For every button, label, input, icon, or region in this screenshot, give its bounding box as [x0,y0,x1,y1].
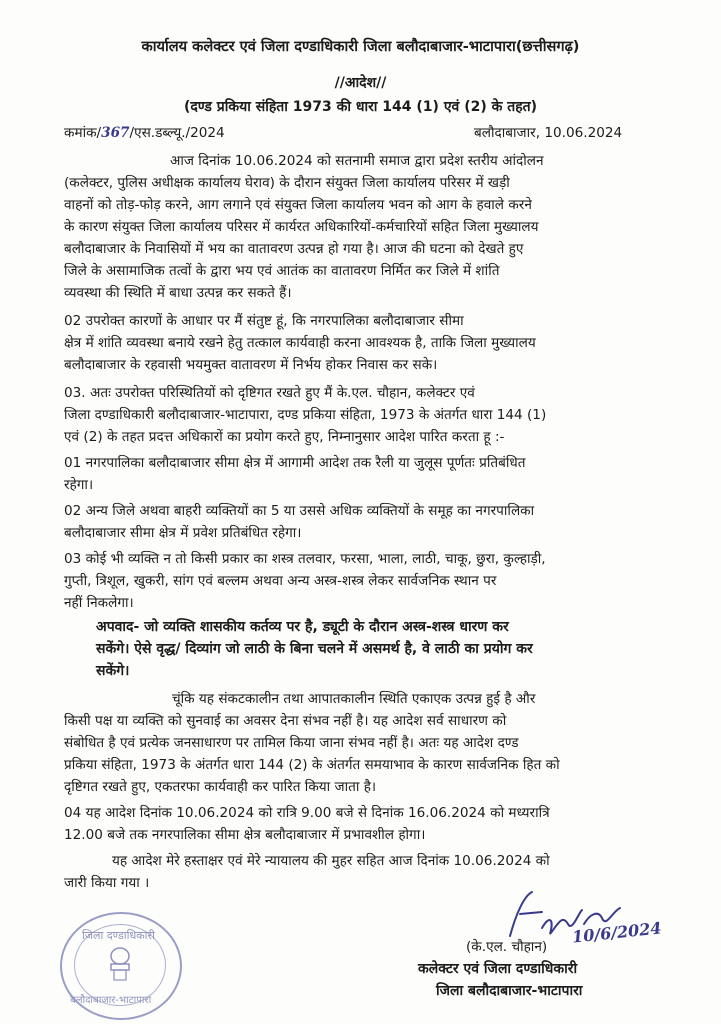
order-number-handwritten: 367 [101,125,130,141]
place-date: बलौदाबाजार, 10.06.2024 [474,125,623,141]
office-seal [60,912,182,1020]
para3-line: एवं (2) के तहत प्रदत्त अधिकारों का प्रयोग करते हुए, निम्नानुसार आदेश पारित करता हू :- [64,429,505,445]
para5-line: 04 यह आदेश दिनांक 10.06.2024 को रात्रि 9.00 बजे से दिनांक 16.06.2024 को मध्यरात्रि [64,805,550,821]
signatory-name: (के.एल. चौहान) [466,939,548,955]
para1-line: आज दिनांक 10.06.2024 को सतनामी समाज द्वारा प्रदेश स्तरीय आंदोलन [170,153,544,169]
para3-line: 03. अतः उपरोक्त परिस्थितियों को दृष्टिगत रखते हुए मैं के.एल. चौहान, कलेक्टर एवं [64,385,475,401]
order-item-2: बलौदाबाजार सीमा क्षेत्र में प्रवेश प्रतिबंधित रहेगा। [64,525,302,541]
order-number [64,124,225,142]
seal-top-text: जिला दण्डाधिकारी [82,929,155,942]
seal-bottom-text: बलौदाबाजार-भाटापारा [70,995,152,1006]
office-title: कार्यालय कलेक्टर एवं जिला दण्डाधिकारी जिला बलौदाबाजार-भाटापारा(छत्तीसगढ़) [141,38,580,55]
order-item-3: 03 कोई भी व्यक्ति न तो किसी प्रकार का शस्त्र तलवार, फरसा, भाला, लाठी, चाकू, छुरा, कुल्हाड़ी, [64,551,546,567]
para5-line: 12.00 बजे तक नगरपालिका सीमा क्षेत्र बलौदाबाजार में प्रभावशील होगा। [64,827,426,843]
signatory-district: जिला बलौदाबाजार-भाटापारा [436,983,583,999]
national-emblem-icon [105,944,135,984]
order-item-3: नहीं निकलेगा। [64,595,134,611]
order-item-1: 01 नगरपालिका बलौदाबाजार सीमा क्षेत्र में आगामी आदेश तक रैली या जुलूस पूर्णतः प्रतिबंधित [64,455,526,471]
order-item-1: रहेगा। [64,477,94,493]
para1-line: वाहनों को तोड़-फोड़ करने, आग लगाने एवं संयुक्त जिला कार्यालय भवन को आग के हवाले करने [64,197,532,213]
order-item-3: गुप्ती, त्रिशूल, खुकरी, सांग एवं बल्लम अथवा अन्य अस्त्र-शस्त्र लेकर सार्वजनिक स्थान पर [64,573,497,589]
para1-line: के कारण संयुक्त जिला कार्यालय परिसर में कार्यरत अधिकारियों-कर्मचारियों सहित जिला मुख्यालय [64,219,539,235]
para4-line: दृष्टिगत रखते हुए, एकतरफा कार्यवाही कर पारित किया जाता है। [64,779,377,795]
para6-line: जारी किया गया । [64,875,150,891]
order-title: //आदेश// [334,75,387,91]
para2-line: 02 उपरोक्त कारणों के आधार पर मैं संतुष्ट हूं, कि नगरपालिका बलौदाबाजार सीमा [64,313,464,329]
signature-date: 10/6/2024 [571,918,663,947]
order-subtitle: (दण्ड प्रकिया संहिता 1973 की धारा 144 (1) एवं (2) के तहत) [183,99,538,115]
order-number-prefix: कमांक/ [64,125,102,141]
para4-line: प्रकिया संहिता, 1973 के अंतर्गत धारा 144 (2) के अंतर्गत समयाभाव के कारण सार्वजनिक हित को [64,757,560,773]
signatory-designation: कलेक्टर एवं जिला दण्डाधिकारी [418,961,578,977]
para6-line: यह आदेश मेरे हस्ताक्षर एवं मेरे न्यायालय की मुहर सहित आज दिनांक 10.06.2024 को [112,853,550,869]
exception-line: सकेंगे। [96,663,130,679]
para2-line: बलौदाबाजार के रहवासी भयमुक्त वातावरण में निर्भय होकर निवास कर सके। [64,357,438,373]
para1-line: व्यवस्था की स्थिति में बाधा उत्पन्न कर सकते हैं। [64,285,292,301]
order-number-suffix: /एस.डब्ल्यू./2024 [129,125,225,141]
para1-line: जिले के असामाजिक तत्वों के द्वारा भय एवं आतंक का वातावरण निर्मित कर जिले में शांति [64,263,500,279]
order-item-2: 02 अन्य जिले अथवा बाहरी व्यक्तियों का 5 या उससे अधिक व्यक्तियों के समूह का नगरपालिका [64,503,535,519]
exception-line: अपवाद- जो व्यक्ति शासकीय कर्तव्य पर है, ड्यूटी के दौरान अस्त्र-शस्त्र धारण कर [96,619,509,635]
para2-line: क्षेत्र में शांति व्यवस्था बनाये रखने हेतु तत्काल कार्यवाही करना आवश्यक है, ताकि जिला मुख्यालय [64,335,536,351]
para4-line: संबोधित है एवं प्रत्येक जनसाधारण पर तामिल किया जाना संभव नहीं है। अतः यह आदेश दण्ड [64,735,519,751]
para4-line: चूंकि यह संकटकालीन तथा आपातकालीन स्थिति एकाएक उत्पन्न हुई है और [172,691,536,707]
para3-line: जिला दण्डाधिकारी बलौदाबाजार-भाटापारा, दण्ड प्रकिया संहिता, 1973 के अंतर्गत धारा 144 (1) [64,407,547,423]
para1-line: (कलेक्टर, पुलिस अधीक्षक कार्यालय घेराव) के दौरान संयुक्त जिला कार्यालय परिसर में खड़ी [64,175,510,191]
para4-line: किसी पक्ष या व्यक्ति को सुनवाई का अवसर देना संभव नहीं है। यह आदेश सर्व साधारण को [64,713,507,729]
para1-line: बलौदाबाजार के निवासियों में भय का वातावरण उत्पन्न हो गया है। आज की घटना को देखते हुए [64,241,524,257]
exception-line: सकेंगे। ऐसे वृद्ध/ दिव्यांग जो लाठी के बिना चलने में असमर्थ है, वे लाठी का प्रयोग कर [96,641,533,657]
